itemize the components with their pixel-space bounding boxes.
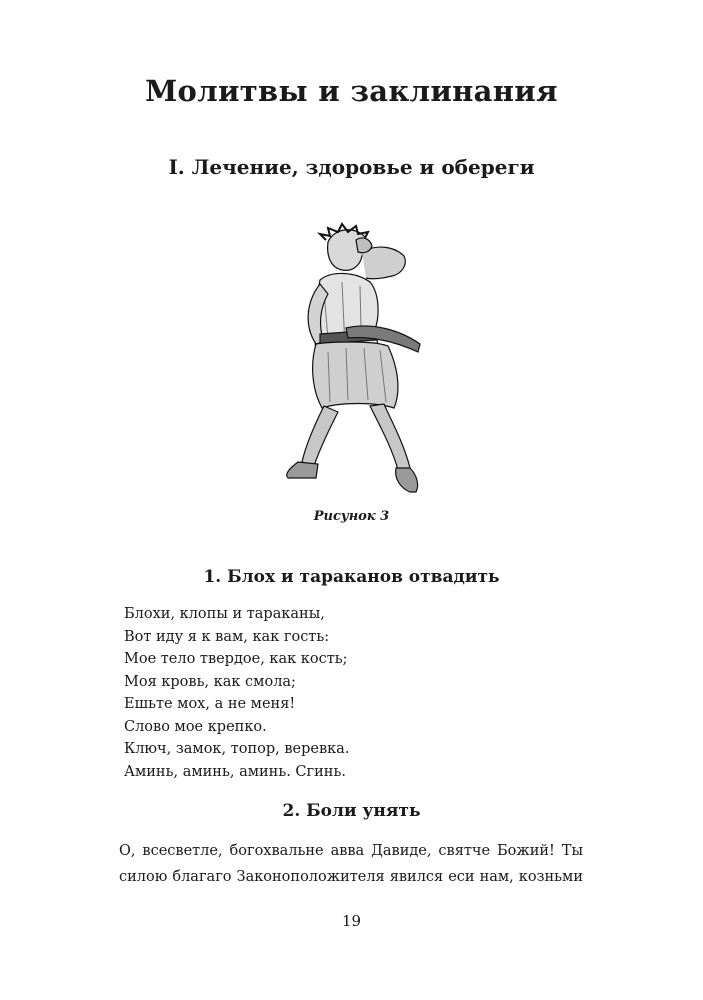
- poem-line: Мое тело твердое, как кость;: [124, 651, 348, 667]
- page-number: 19: [341, 912, 362, 930]
- paragraph-line-2: силою благаго Законоположителя явился еси нам, козньми: [119, 869, 583, 885]
- engraving-man-figure: [276, 222, 436, 498]
- poem-line: Ключ, замок, топор, веревка.: [124, 741, 350, 757]
- paragraph-line: [119, 864, 583, 890]
- section-heading-2: 2. Боли унять: [282, 801, 421, 821]
- paragraph-line-1: О, всесветле, богохвальне авва Давиде, святче Божий! Ты: [119, 843, 583, 859]
- poem-line: Моя кровь, как смола;: [124, 673, 296, 690]
- poem-line: Вот иду я к вам, как гость:: [124, 628, 330, 645]
- page-title: Молитвы и заклинания: [145, 74, 558, 108]
- section-heading-1: 1. Блох и тараканов отвадить: [203, 567, 500, 587]
- poem-line: Ешьте мох, а не меня!: [124, 696, 296, 712]
- poem-line: Слово мое крепко.: [124, 718, 267, 735]
- figure-caption: Рисунок 3: [313, 509, 390, 524]
- poem-line: Блохи, клопы и тараканы,: [124, 606, 325, 622]
- paragraph-line: [119, 838, 583, 864]
- chapter-subtitle: I. Лечение, здоровье и обереги: [168, 155, 535, 179]
- poem-line: Аминь, аминь, аминь. Сгинь.: [124, 763, 346, 780]
- poem-block: [124, 603, 349, 783]
